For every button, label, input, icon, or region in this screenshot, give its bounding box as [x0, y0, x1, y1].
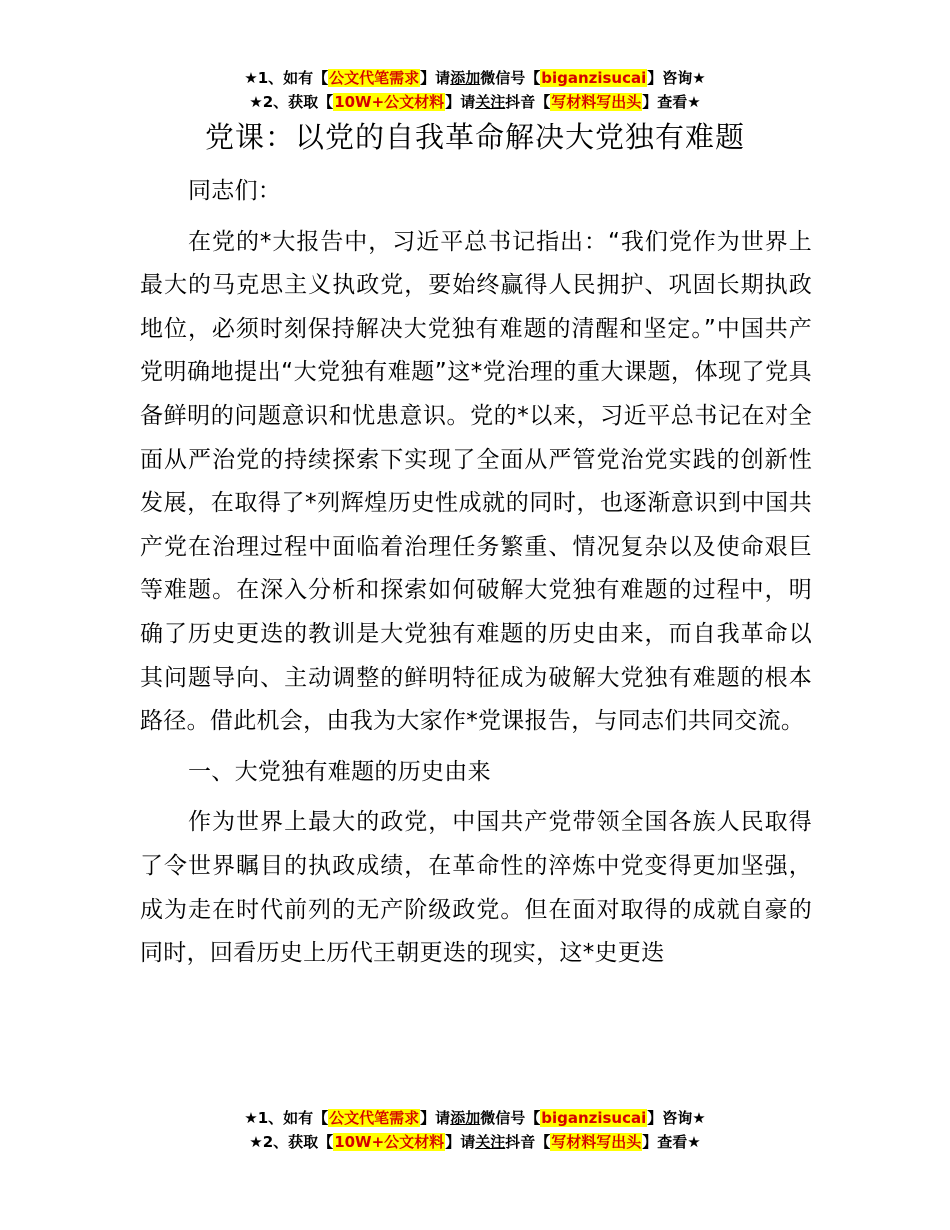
banner-text: 微信号【: [480, 1109, 541, 1127]
document-title: 党课：以党的自我革命解决大党独有难题: [204, 120, 745, 154]
section-heading: 一、大党独有难题的历史由来: [188, 758, 491, 785]
banner-text: 】请: [420, 1109, 451, 1127]
banner-line-1: [0, 1106, 950, 1130]
banner-underlined-text: 添加: [450, 69, 481, 87]
footer-banner: [0, 1106, 950, 1154]
banner-underlined-text: 添加: [450, 1109, 481, 1127]
highlight-service: 公文代笔需求: [329, 69, 420, 87]
banner-underlined-text: 关注: [475, 93, 506, 111]
banner-line-1: [0, 66, 950, 90]
banner-text: ★1、如有【: [244, 1109, 329, 1127]
highlight-wechat-id: biganzisucai: [541, 69, 647, 87]
banner-line-2: [0, 90, 950, 114]
highlight-douyin-account: 写材料写出头: [551, 93, 642, 111]
banner-text: ★2、获取【: [249, 93, 334, 111]
banner-text: ★2、获取【: [249, 1133, 334, 1151]
banner-text: 抖音【: [505, 93, 551, 111]
banner-text: 】咨询★: [647, 69, 706, 87]
highlight-service: 公文代笔需求: [329, 1109, 420, 1127]
banner-text: 】查看★: [642, 93, 701, 111]
banner-text: 抖音【: [505, 1133, 551, 1151]
highlight-wechat-id: biganzisucai: [541, 1109, 647, 1127]
body-paragraph: 作为世界上最大的政党，中国共产党带领全国各族人民取得了令世界瞩目的执政成绩，在革命性的淬炼中党变得更加坚强，成为走在时代前列的无产阶级政党。但在面对取得的成就自豪的同时，回看历史上历代王朝更迭的现实，这*史更迭: [140, 809, 812, 967]
highlight-materials: 10W+公文材料: [334, 1133, 445, 1151]
banner-text: 微信号【: [480, 69, 541, 87]
banner-text: 】查看★: [642, 1133, 701, 1151]
document-body: [140, 170, 812, 983]
banner-text: ★1、如有【: [244, 69, 329, 87]
highlight-douyin-account: 写材料写出头: [551, 1133, 642, 1151]
banner-text: 】咨询★: [647, 1109, 706, 1127]
banner-text: 】请: [445, 93, 476, 111]
header-banner: [0, 66, 950, 114]
banner-line-2: [0, 1130, 950, 1154]
banner-underlined-text: 关注: [475, 1133, 506, 1151]
banner-text: 】请: [445, 1133, 476, 1151]
banner-text: 】请: [420, 69, 451, 87]
salutation: 同志们：: [188, 178, 282, 204]
highlight-materials: 10W+公文材料: [334, 93, 445, 111]
intro-paragraph: 在党的*大报告中，习近平总书记指出：“我们党作为世界上最大的马克思主义执政党，要始终赢得人民拥护、巩固长期执政地位，必须时刻保持解决大党独有难题的清醒和坚定。”中国共产党明确地提出“大党独有难题”这*党治理的重大课题，体现了党具备鲜明的问题意识和忧患意识。党的*以来，习近平总书记在对全面从严治党的持续探索下实现了全面从严管党治党实践的创新性发展，在取得了*列辉煌历史性成就的同时，也逐渐意识到中国共产党在治理过程中面临着治理任务繁重、情况复杂以及使命艰巨等难题。在深入分析和探索如何破解大党独有难题的过程中，明确了历史更迭的教训是大党独有难题的历史由来，而自我革命以其问题导向、主动调整的鲜明特征成为破解大党独有难题的根本路径。借此机会，由我为大家作*党课报告，与同志们共同交流。: [140, 228, 812, 735]
